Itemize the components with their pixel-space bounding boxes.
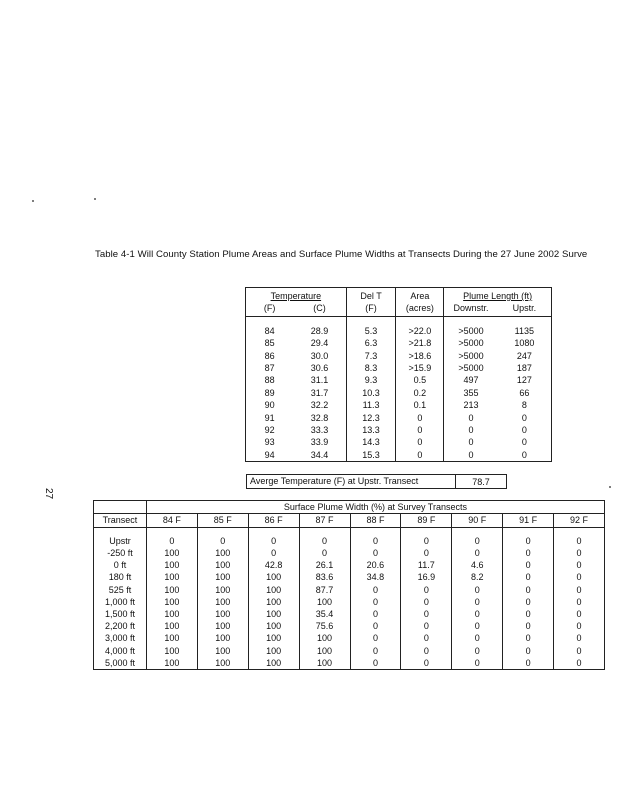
table-cell: 20.6 xyxy=(350,559,401,571)
table-cell: 9.3 xyxy=(346,374,396,386)
average-temperature-label: Averge Temperature (F) at Upstr. Transect xyxy=(247,475,456,488)
table-cell: 0 xyxy=(521,425,527,436)
table-cell: 93 xyxy=(264,437,275,448)
table-row xyxy=(246,350,552,362)
table-cell: 0 xyxy=(452,535,503,547)
surface-plume-width-header: Surface Plume Width (%) at Survey Transects xyxy=(146,501,604,514)
table-cell: 87 xyxy=(264,363,275,374)
table-cell: 8.3 xyxy=(346,362,396,374)
table-cell: 42.8 xyxy=(248,559,299,571)
table-cell: 100 xyxy=(146,559,197,571)
table-cell: 0 xyxy=(554,535,605,547)
table-cell: 213 xyxy=(444,399,498,411)
table-cell: 8.2 xyxy=(452,571,503,583)
table-cell: 0 xyxy=(452,645,503,657)
table-row xyxy=(246,412,552,424)
table-cell: 10.3 xyxy=(346,387,396,399)
table-cell: 86 xyxy=(264,350,275,361)
average-temperature-value: 78.7 xyxy=(472,476,490,487)
table-cell: 91 xyxy=(264,412,275,423)
table-row xyxy=(94,657,605,670)
table-cell: 100 xyxy=(197,645,248,657)
table-cell: 84 xyxy=(264,325,275,336)
table-row xyxy=(94,535,605,547)
table-cell: 0.1 xyxy=(396,399,444,411)
table-cell: 0 xyxy=(554,584,605,596)
upstream-header: Upstr. xyxy=(498,302,552,316)
transect-label: -250 ft xyxy=(107,548,133,559)
table-cell: 0 xyxy=(503,547,554,559)
table-cell: 0 xyxy=(401,584,452,596)
table-cell: 83.6 xyxy=(299,571,350,583)
table-cell: >5000 xyxy=(444,325,498,337)
table-cell: 247 xyxy=(516,350,532,361)
table-cell: 11.7 xyxy=(401,559,452,571)
table-cell: 0 xyxy=(350,645,401,657)
table-cell: 0 xyxy=(503,584,554,596)
table-cell: 0 xyxy=(452,596,503,608)
table-cell: 33.9 xyxy=(310,437,329,448)
transect-label: 3,000 ft xyxy=(104,633,135,644)
temperature-column-header: 87 F xyxy=(299,514,350,527)
table-cell: 0 xyxy=(503,657,554,670)
table-cell: 0 xyxy=(396,424,444,436)
surface-plume-width-table xyxy=(93,500,605,670)
table-cell: 0 xyxy=(452,657,503,670)
table-cell: 100 xyxy=(299,596,350,608)
table-cell: 0 xyxy=(248,547,299,559)
table-cell: 100 xyxy=(197,559,248,571)
table-cell: 0 xyxy=(503,620,554,632)
table-cell: 100 xyxy=(146,547,197,559)
table-cell: 11.3 xyxy=(346,399,396,411)
table-cell: 5.3 xyxy=(346,325,396,337)
table-cell: 35.4 xyxy=(299,608,350,620)
table-cell: 0 xyxy=(554,608,605,620)
table-cell: >22.0 xyxy=(396,325,444,337)
area-header: Area xyxy=(396,288,444,303)
table-cell: 0 xyxy=(350,584,401,596)
table-row xyxy=(94,632,605,644)
table-row xyxy=(246,436,552,448)
table-cell: 100 xyxy=(248,608,299,620)
transect-header: Transect xyxy=(94,514,147,527)
scan-speck xyxy=(609,486,611,488)
table-cell: 0 xyxy=(350,535,401,547)
table-cell: 92 xyxy=(264,425,275,436)
transect-label: 0 ft xyxy=(113,560,127,571)
table-cell: 0 xyxy=(452,584,503,596)
table-cell: 100 xyxy=(248,657,299,670)
table-cell: 0 xyxy=(521,412,527,423)
table-cell: 100 xyxy=(146,620,197,632)
table-cell: 100 xyxy=(146,657,197,670)
table-row xyxy=(94,571,605,583)
table-cell: 12.3 xyxy=(346,412,396,424)
table-cell: 100 xyxy=(197,608,248,620)
table-cell: 0 xyxy=(503,596,554,608)
table-cell: 100 xyxy=(146,632,197,644)
table-cell: 0 xyxy=(554,632,605,644)
table-cell: 100 xyxy=(146,571,197,583)
table-cell: 0 xyxy=(146,535,197,547)
table-cell: 100 xyxy=(197,596,248,608)
table-cell: 100 xyxy=(248,596,299,608)
table-cell: 75.6 xyxy=(299,620,350,632)
table-cell: 33.3 xyxy=(310,425,329,436)
table-cell: 31.7 xyxy=(310,387,329,398)
table-cell: 0 xyxy=(521,449,527,460)
table-cell: 0 xyxy=(401,547,452,559)
table-cell: 100 xyxy=(299,632,350,644)
table-row xyxy=(94,608,605,620)
table-cell: 8 xyxy=(521,400,527,411)
table-cell: 1135 xyxy=(514,325,535,336)
table-cell: 100 xyxy=(146,608,197,620)
transect-label: 5,000 ft xyxy=(104,657,135,668)
table-cell: 0 xyxy=(521,437,527,448)
table-cell: 0 xyxy=(452,632,503,644)
table-row xyxy=(94,620,605,632)
table-cell: 0 xyxy=(554,571,605,583)
table-cell: 88 xyxy=(264,375,275,386)
table-cell: 30.6 xyxy=(310,363,329,374)
table-cell: 0 xyxy=(197,535,248,547)
table-row xyxy=(94,547,605,559)
table-cell: 100 xyxy=(197,620,248,632)
table-row xyxy=(246,387,552,399)
table-row xyxy=(246,449,552,462)
table-cell: 0 xyxy=(401,596,452,608)
scan-speck xyxy=(94,198,96,200)
temperature-column-header: 84 F xyxy=(146,514,197,527)
table-cell: 0 xyxy=(503,645,554,657)
table-cell: 0 xyxy=(350,620,401,632)
del-t-header: Del T xyxy=(346,288,396,303)
table-cell: 0 xyxy=(503,632,554,644)
table-cell: 7.3 xyxy=(346,350,396,362)
temperature-header: Temperature xyxy=(270,291,322,301)
temperature-column-header: 90 F xyxy=(452,514,503,527)
page-number: 27 xyxy=(43,488,54,500)
table-cell: 0 xyxy=(396,436,444,448)
table-cell: 0 xyxy=(554,657,605,670)
table-row xyxy=(246,362,552,374)
transect-label: 1,000 ft xyxy=(104,596,135,607)
table-cell: 100 xyxy=(248,645,299,657)
table-cell: 0 xyxy=(299,547,350,559)
table-cell: 355 xyxy=(444,387,498,399)
table-row xyxy=(94,559,605,571)
table-cell: 0 xyxy=(299,535,350,547)
downstream-header: Downstr. xyxy=(444,302,498,316)
transect-label: 4,000 ft xyxy=(104,645,135,656)
table-cell: 100 xyxy=(248,632,299,644)
table-cell: 1080 xyxy=(514,338,535,349)
table-cell: 100 xyxy=(197,657,248,670)
table-cell: 0 xyxy=(248,535,299,547)
table-cell: 0 xyxy=(444,436,498,448)
table-cell: 26.1 xyxy=(299,559,350,571)
corner-cell xyxy=(94,501,147,514)
table-cell: 31.1 xyxy=(310,375,329,386)
table-cell: 100 xyxy=(146,596,197,608)
table-cell: 14.3 xyxy=(346,436,396,448)
table-cell: 497 xyxy=(444,374,498,386)
temperature-column-header: 85 F xyxy=(197,514,248,527)
table-cell: 100 xyxy=(146,584,197,596)
table-cell: 0 xyxy=(503,608,554,620)
table-cell: 0 xyxy=(350,596,401,608)
temperature-column-header: 92 F xyxy=(554,514,605,527)
table-cell: 0 xyxy=(401,608,452,620)
temperature-column-header: 86 F xyxy=(248,514,299,527)
table-row xyxy=(246,399,552,411)
table-cell: 6.3 xyxy=(346,337,396,349)
table-caption: Table 4-1 Will County Station Plume Areas and Surface Plume Widths at Transects During the 27 June 2002 Surve xyxy=(95,249,588,260)
table-cell: 4.6 xyxy=(452,559,503,571)
table-cell: 66 xyxy=(519,387,530,398)
table-cell: >5000 xyxy=(444,337,498,349)
table-cell: 0.5 xyxy=(396,374,444,386)
table-cell: 100 xyxy=(299,645,350,657)
table-cell: 0 xyxy=(554,596,605,608)
table-cell: >21.8 xyxy=(396,337,444,349)
table-cell: 100 xyxy=(197,547,248,559)
table-cell: 0 xyxy=(503,535,554,547)
table-cell: 0 xyxy=(401,632,452,644)
average-temperature-box xyxy=(246,474,507,489)
table-cell: 34.4 xyxy=(310,449,329,460)
table-cell: 0 xyxy=(444,449,498,462)
table-cell: 30.0 xyxy=(310,350,329,361)
table-cell: 0 xyxy=(401,535,452,547)
table-cell: 0 xyxy=(554,645,605,657)
unit-f-header: (F) xyxy=(246,302,294,316)
transect-label: 1,500 ft xyxy=(104,609,135,620)
table-cell: 100 xyxy=(197,632,248,644)
table-cell: 0 xyxy=(396,449,444,462)
table-row xyxy=(246,337,552,349)
table-cell: 15.3 xyxy=(346,449,396,462)
table-cell: 0 xyxy=(350,547,401,559)
table-cell: 28.9 xyxy=(310,325,329,336)
table-cell: 0 xyxy=(350,657,401,670)
table-cell: 16.9 xyxy=(401,571,452,583)
table-cell: 0 xyxy=(554,559,605,571)
unit-c-header: (C) xyxy=(293,302,346,316)
table-cell: >15.9 xyxy=(396,362,444,374)
table-cell: 100 xyxy=(146,645,197,657)
table-cell: 90 xyxy=(264,400,275,411)
temperature-column-header: 89 F xyxy=(401,514,452,527)
table-cell: 100 xyxy=(248,620,299,632)
table-cell: 0 xyxy=(444,412,498,424)
del-t-unit-header: (F) xyxy=(346,302,396,316)
table-cell: 187 xyxy=(516,363,532,374)
table-cell: 0 xyxy=(350,632,401,644)
table-cell: 0 xyxy=(401,657,452,670)
transect-label: 525 ft xyxy=(108,584,132,595)
table-row xyxy=(246,374,552,386)
plume-length-header: Plume Length (ft) xyxy=(444,288,552,303)
table-cell: 32.8 xyxy=(310,412,329,423)
table-cell: 29.4 xyxy=(310,338,329,349)
table-cell: 100 xyxy=(197,584,248,596)
table-cell: 0 xyxy=(396,412,444,424)
table-cell: 0 xyxy=(444,424,498,436)
table-row xyxy=(246,424,552,436)
table-cell: 0 xyxy=(452,547,503,559)
table-row xyxy=(94,645,605,657)
transect-label: Upstr xyxy=(109,535,131,546)
table-cell: 0 xyxy=(554,620,605,632)
transect-label: 180 ft xyxy=(108,572,132,583)
area-unit-header: (acres) xyxy=(396,302,444,316)
table-row xyxy=(94,596,605,608)
scan-speck xyxy=(32,200,34,202)
transect-label: 2,200 ft xyxy=(104,621,135,632)
table-cell: 0 xyxy=(401,620,452,632)
table-cell: 89 xyxy=(264,387,275,398)
table-cell: 34.8 xyxy=(350,571,401,583)
table-cell: >5000 xyxy=(444,350,498,362)
table-cell: 13.3 xyxy=(346,424,396,436)
table-cell: 127 xyxy=(516,375,532,386)
table-cell: 0 xyxy=(452,608,503,620)
table-cell: 100 xyxy=(197,571,248,583)
table-cell: 100 xyxy=(299,657,350,670)
table-cell: >18.6 xyxy=(396,350,444,362)
temperature-column-header: 91 F xyxy=(503,514,554,527)
table-cell: 0.2 xyxy=(396,387,444,399)
table-cell: >5000 xyxy=(444,362,498,374)
table-row xyxy=(246,325,552,337)
temperature-column-header: 88 F xyxy=(350,514,401,527)
table-cell: 94 xyxy=(264,449,275,460)
table-cell: 0 xyxy=(554,547,605,559)
table-cell: 100 xyxy=(248,571,299,583)
table-row xyxy=(94,584,605,596)
table-cell: 0 xyxy=(401,645,452,657)
table-cell: 87.7 xyxy=(299,584,350,596)
plume-area-table xyxy=(245,287,552,462)
table-cell: 100 xyxy=(248,584,299,596)
table-cell: 85 xyxy=(264,338,275,349)
table-cell: 0 xyxy=(452,620,503,632)
table-cell: 0 xyxy=(350,608,401,620)
table-cell: 0 xyxy=(503,559,554,571)
table-cell: 0 xyxy=(503,571,554,583)
table-cell: 32.2 xyxy=(310,400,329,411)
